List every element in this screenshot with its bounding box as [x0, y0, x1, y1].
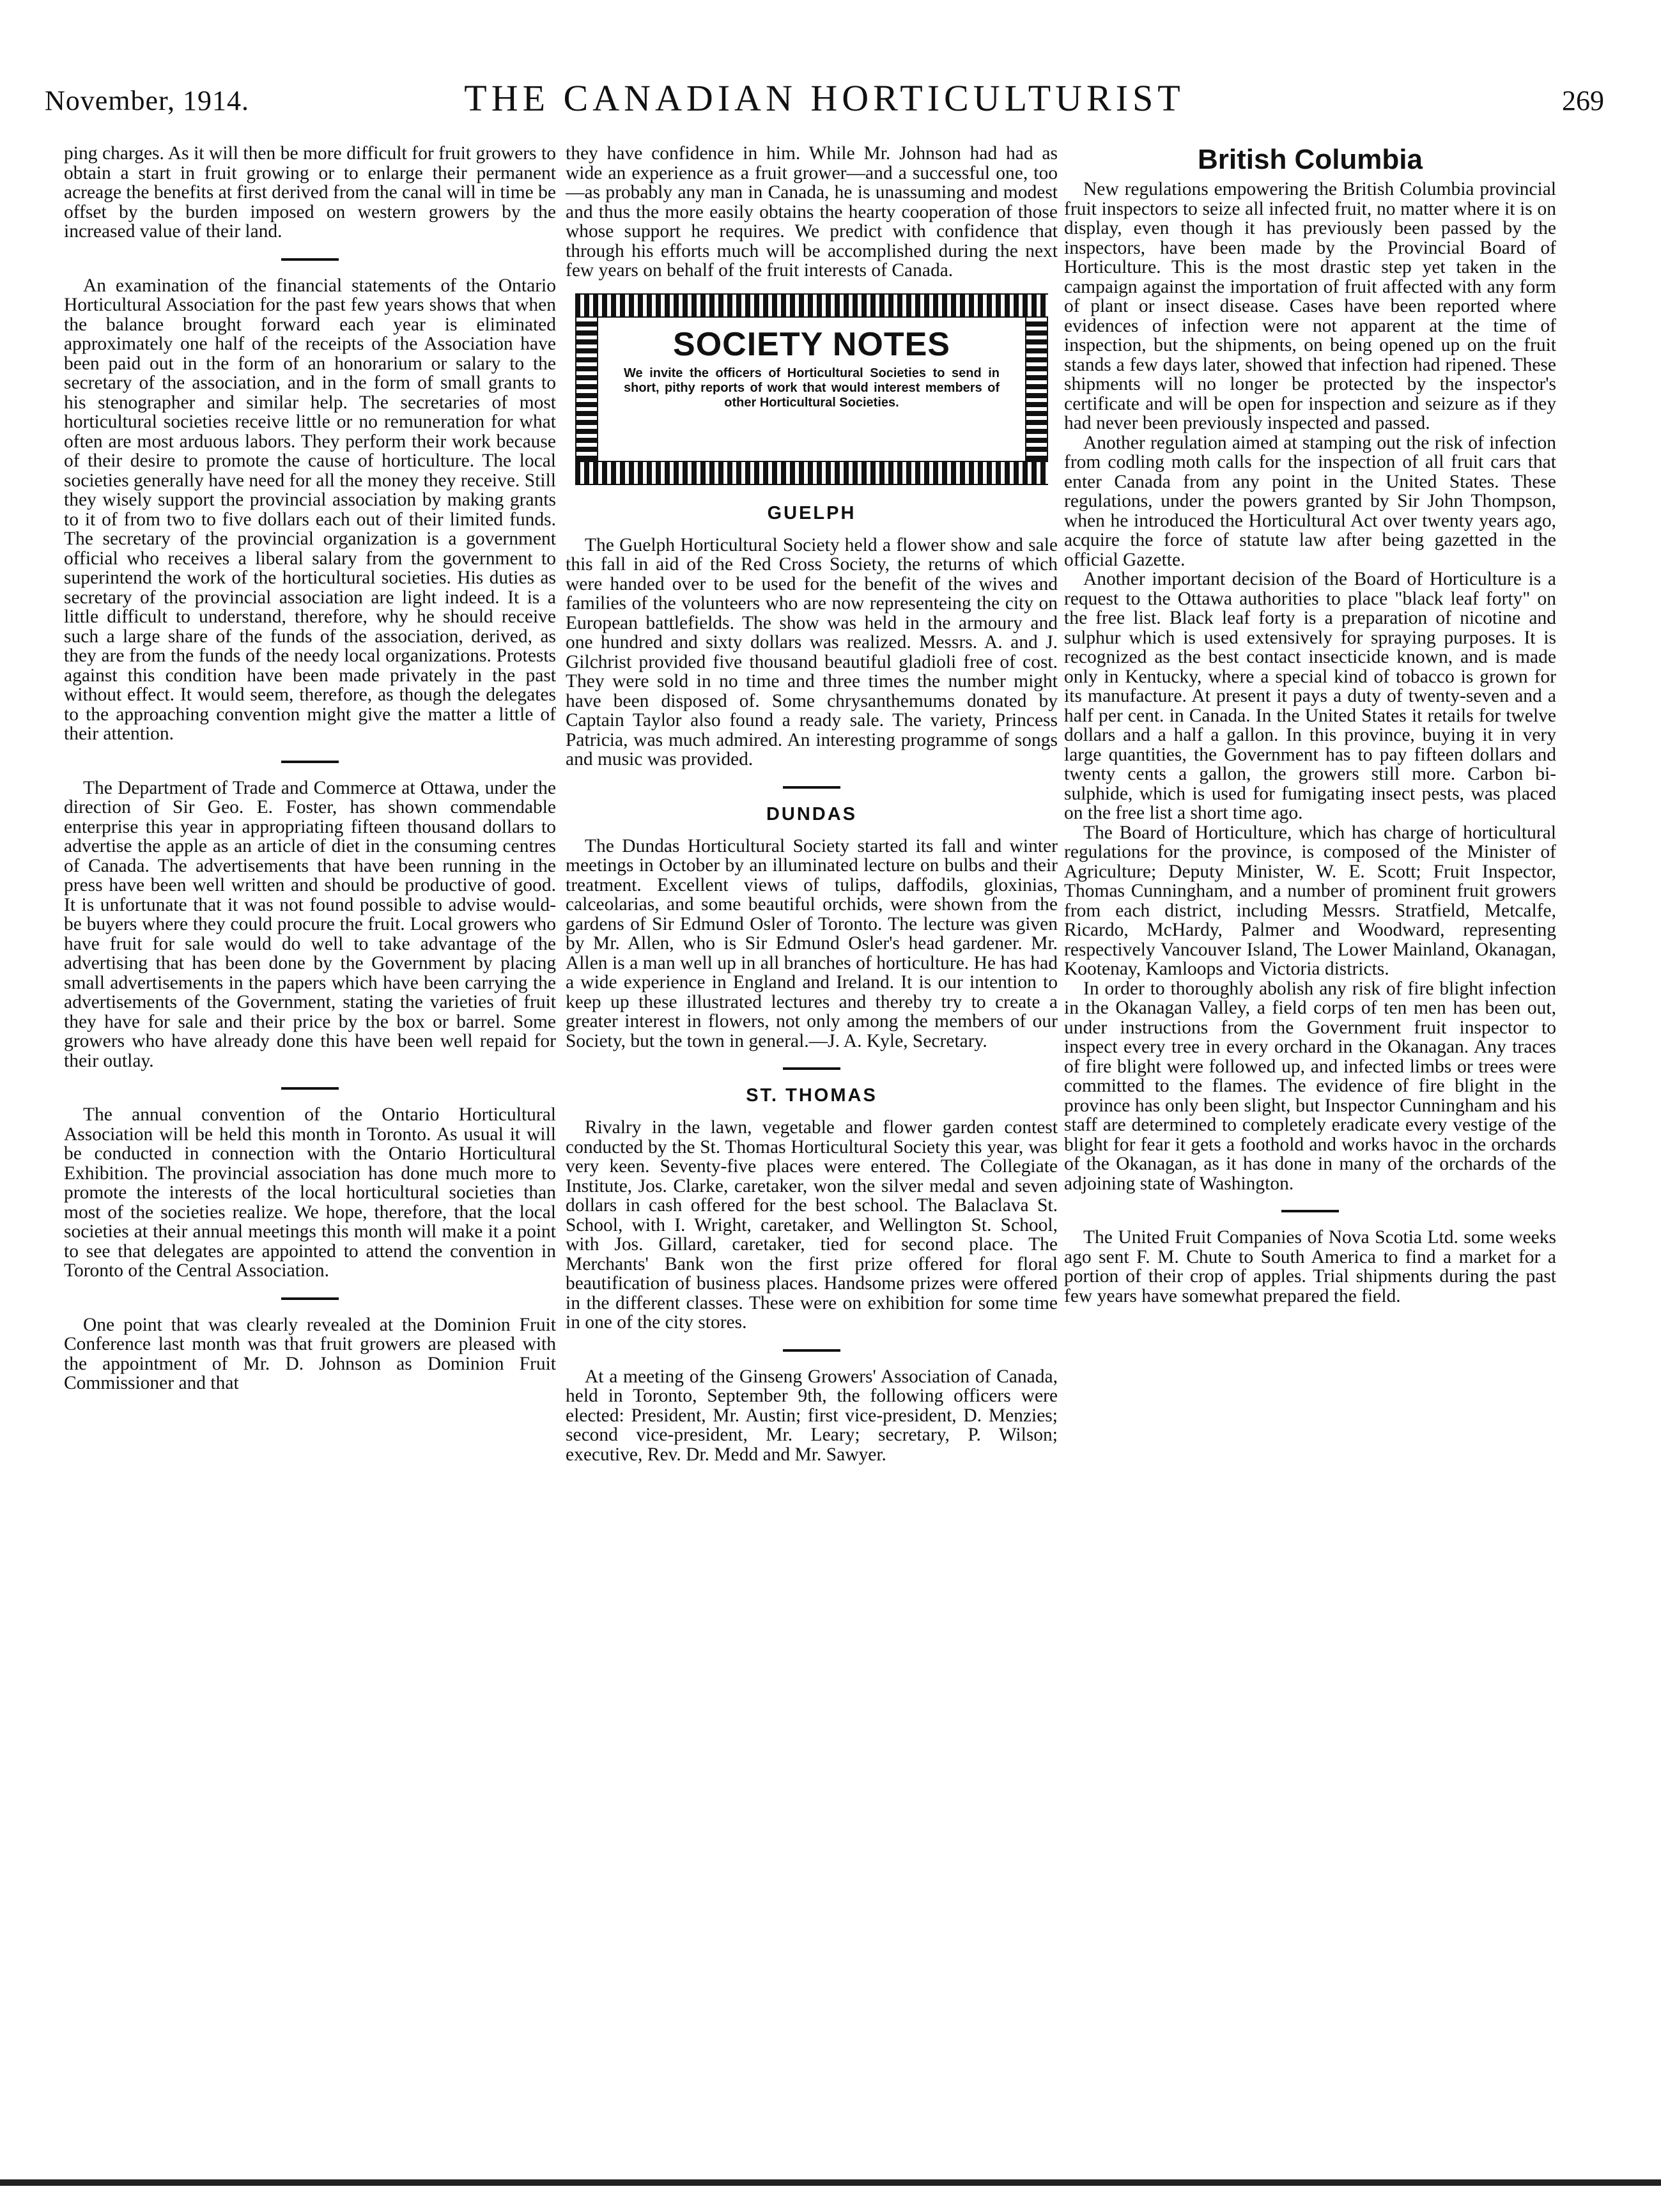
- article-paragraph: Another regulation aimed at stamping out the risk of infection from codling moth calls for the inspection of all fruit cars that enter Canada from any point in the United States. These regulations, under the powers granted by Sir John Thompson, when he introduced the Horticultural Act over twenty years ago, acquire the force of statute law after being gazetted in the official Gazette.: [1064, 432, 1556, 570]
- column-left: [64, 144, 556, 2125]
- column-middle: [566, 144, 1058, 2125]
- greek-key-border: [575, 462, 1048, 484]
- article-paragraph: The annual convention of the Ontario Horticultural Association will be held this month in Toronto. As usual it will be conducted in connection with the Ontario Horticultural Exhibition. The provincial association has done much more to promote the interests of the local horticultural societies than most of the societies realize. We hope, therefore, that the local societies at their annual meetings this month will make it a point to see that delegates are appointed to attend the convention in Toronto of the Central Association.: [64, 1104, 556, 1281]
- section-heading: ST. THOMAS: [746, 1085, 877, 1106]
- article-paragraph: ping charges. As it will then be more difficult for fruit growers to obtain a start in fruit growing or to enlarge their permanent acreage the benefits at first derived from the canal will in time be offset by the burden imposed on western growers by the increased value of their land.: [64, 144, 556, 242]
- article-paragraph: The United Fruit Companies of Nova Scotia Ltd. some weeks ago sent F. M. Chute to South America to find a market for a portion of their crop of apples. Trial shipments during the past few years have somewhat prepared the field.: [1064, 1227, 1556, 1306]
- article-paragraph: One point that was clearly revealed at the Dominion Fruit Conference last month was that fruit growers are pleased with the appointment of Mr. D. Johnson as Dominion Fruit Commissioner and that: [64, 1314, 556, 1393]
- page-number: 269: [1562, 85, 1604, 116]
- column-right: [1064, 144, 1556, 2125]
- section-heading: GUELPH: [767, 502, 856, 523]
- section-divider: [281, 258, 339, 261]
- article-paragraph: In order to thoroughly abolish any risk of fire blight infection in the Okanagan Valley, a field corps of ten men has been out, under instructions from the Government fruit inspector to inspect every tree in every orchard in the Okanagan. Any traces of fire blight were followed up, and infected limbs or trees were committed to the flames. The evidence of fire blight in the province has only been slight, but Inspector Cunningham and his staff are determined to completely eradicate every vestige of the blight for fear it gets a foothold and works havoc in the orchards of the Okanagan, as it has done in many of the orchards of the adjoining state of Washington.: [1064, 978, 1556, 1194]
- publication-title: THE CANADIAN HORTICULTURIST: [464, 77, 1185, 119]
- section-divider: [281, 761, 339, 763]
- section-divider: [1281, 1210, 1339, 1212]
- section-divider: [783, 1349, 840, 1352]
- article-paragraph: Another important decision of the Board of Horticulture is a request to the Ottawa authorities to place "black leaf forty" on the free list. Black leaf forty is a preparation of nicotine and sulphur which is used extensively for spraying purposes. It is recognized as the best contact insecticide known, and is made only in Kentucky, where a special kind of tobacco is grown for its manufacture. At present it pays a duty of twenty-seven and a half per cent. in Canada. In the United States it retails for twelve dollars and a half a gallon. In this province, buying it in very large quantities, the Government has to pay fifteen dollars and twenty cents a gallon, the growers still more. Carbon bi-sulphide, which is used for fumigating insect pests, was placed on the free list a short time ago.: [1064, 569, 1556, 823]
- article-paragraph: The Dundas Horticultural Society started its fall and winter meetings in October by an illuminated lecture on bulbs and their treatment. Excellent views of tulips, daffodils, gloxinias, calceolarias, and some beautiful orchids, were shown from the gardens of Sir Edmund Osler of Toronto. The lecture was given by Mr. Allen, who is Sir Edmund Osler's head gardener. Mr. Allen is a man well up in all branches of horticulture. He has had a wide experience in England and Ireland. It is our intention to keep up these illustrated lectures and thereby try to create a greater interest in flowers, not only among the members of our Society, but the town in general.—J. A. Kyle, Secretary.: [566, 835, 1058, 1051]
- article-paragraph: An examination of the financial statements of the Ontario Horticultural Association for the past few years shows that when the balance brought forward each year is eliminated approximately one half of the receipts of the Association have been paid out in the form of an honorarium or salary to the secretary of the association, and in the form of small grants to his stenographer and similar help. The secretaries of most horticultural societies receive little or no remuneration for what often are most arduous labors. They perform their work because of their desire to promote the cause of horticulture. The local societies generally have need for all the money they receive. Still they wisely support the provincial association by making grants to it of from two to five dollars each out of their limited funds. The secretary of the provincial organization is a government official who receives a liberal salary from the government to superintend the work of the horticultural societies. His duties as secretary of the provincial association are light indeed. It is a little difficult to understand, therefore, why he should receive such a large share of the funds of the association, derived, as they are from the funds of the needy local organizations. Protests against this condition have been made privately in the past without effect. It would seem, therefore, as though the delegates to the approaching convention might give the matter a little of their attention.: [64, 275, 556, 744]
- issue-date: November, 1914.: [45, 85, 249, 116]
- article-paragraph: The Department of Trade and Commerce at Ottawa, under the direction of Sir Geo. E. Foster, has shown commendable enterprise this year in appropriating fifteen thousand dollars to advertise the apple as an article of diet in the consuming centres of Canada. The advertisements that have been running in the press have been well written and should be productive of good. It is unfortunate that it was not found possible to advise would-be buyers where they could procure the fruit. Local growers who have fruit for sale would do well to take advantage of the advertising that has been done by the Government by placing small advertisements in the papers which have been carrying the advertisements of the Government, stating the varieties of fruit they have for sale and their price by the box or barrel. Some growers who have already done this have been well repaid for their outlay.: [64, 777, 556, 1071]
- article-paragraph: The Guelph Horticultural Society held a flower show and sale this fall in aid of the Red Cross Society, the returns of which were handed over to be used for the benefit of the wives and families of the volunteers who are now representeing the city on European battlefields. The show was held in the armoury and one hundred and sixty dollars was realized. Messrs. A. and J. Gilchrist provided five thousand beautiful gladioli free of cost. They were sold in no time and three times the number might have been disposed of. Some chrysanthemums donated by Captain Taylor also found a ready sale. The variety, Princess Patricia, was much admired. An interesting programme of songs and music was provided.: [566, 534, 1058, 770]
- greek-key-border: [575, 295, 1048, 316]
- section-divider: [281, 1297, 339, 1300]
- society-notes-panel: [598, 318, 1025, 461]
- section-divider: [281, 1087, 339, 1090]
- section-heading: DUNDAS: [766, 803, 858, 824]
- article-paragraph: New regulations empowering the British Columbia provincial fruit inspectors to seize all infected fruit, no matter where it is on display, even though it has previously been passed by the inspectors, have been made by the Provincial Board of Horticulture. This is the most drastic step yet taken in the campaign against the importation of fruit affected with any form of plant or insect disease. Cases have been reported where evidences of infection were not apparent at the time of inspection, but the shipments, on being opened up on the fruit stands a few days later, showed that infection had ripened. These shipments will no longer be protected by the inspector's certificate and will be open for inspection and seizure as if they had never been previously inspected and passed.: [1064, 179, 1556, 433]
- article-paragraph: At a meeting of the Ginseng Growers' Association of Canada, held in Toronto, September 9th, the following officers were elected: President, Mr. Austin; first vice-president, D. Menzies; second vice-president, Mr. Leary; secretary, P. Wilson; executive, Rev. Dr. Medd and Mr. Sawyer.: [566, 1366, 1058, 1465]
- section-divider: [783, 1067, 840, 1070]
- greek-key-border: [1026, 318, 1047, 461]
- section-divider: [783, 786, 840, 789]
- article-paragraph: The Board of Horticulture, which has charge of horticultural regulations for the province, is composed of the Minister of Agriculture; Deputy Minister, W. E. Scott; Fruit Inspector, Thomas Cunningham, and a number of prominent fruit growers from each district, including Messrs. Stratfield, Metcalfe, Ricardo, McHardy, Palmer and Woodward, representing respectively Vancouver Island, The Lower Mainland, Okanagan, Kootenay, Kamloops and Victoria districts.: [1064, 822, 1556, 979]
- page-bottom-rule: [0, 2179, 1661, 2186]
- article-title: British Columbia: [1197, 144, 1423, 175]
- greek-key-border: [576, 318, 597, 461]
- article-paragraph: Rivalry in the lawn, vegetable and flower garden contest conducted by the St. Thomas Horticultural Society this year, was very keen. Seventy-five places were entered. The Collegiate Institute, Jos. Clarke, caretaker, won the silver medal and seven dollars in cash offered for the best school. The Balaclava St. School, with I. Wright, caretaker, and Wellington St. School, with Jos. Gillard, caretaker, tied for second place. The Merchants' Bank won the first prize offered for floral beautification of business places. Handsome prizes were offered in the different classes. These were on exhibition for some time in one of the city stores.: [566, 1117, 1058, 1333]
- society-notes-box: [575, 293, 1048, 485]
- society-notes-title: SOCIETY NOTES: [673, 325, 950, 363]
- article-paragraph: they have confidence in him. While Mr. Johnson had had as wide an experience as a fruit grower—and a successful one, too—as probably any man in Canada, he is unassuming and modest and thus the more easily obtains the hearty cooperation of those whose support he requires. We predict with confidence that through his efforts much will be accomplished during the next few years on behalf of the fruit interests of Canada.: [566, 144, 1058, 281]
- society-notes-invitation: We invite the officers of Horticultural Societies to send in short, pithy reports of work that would interest members of other Horticultural Societies.: [624, 366, 1000, 410]
- page-header: [45, 77, 1604, 121]
